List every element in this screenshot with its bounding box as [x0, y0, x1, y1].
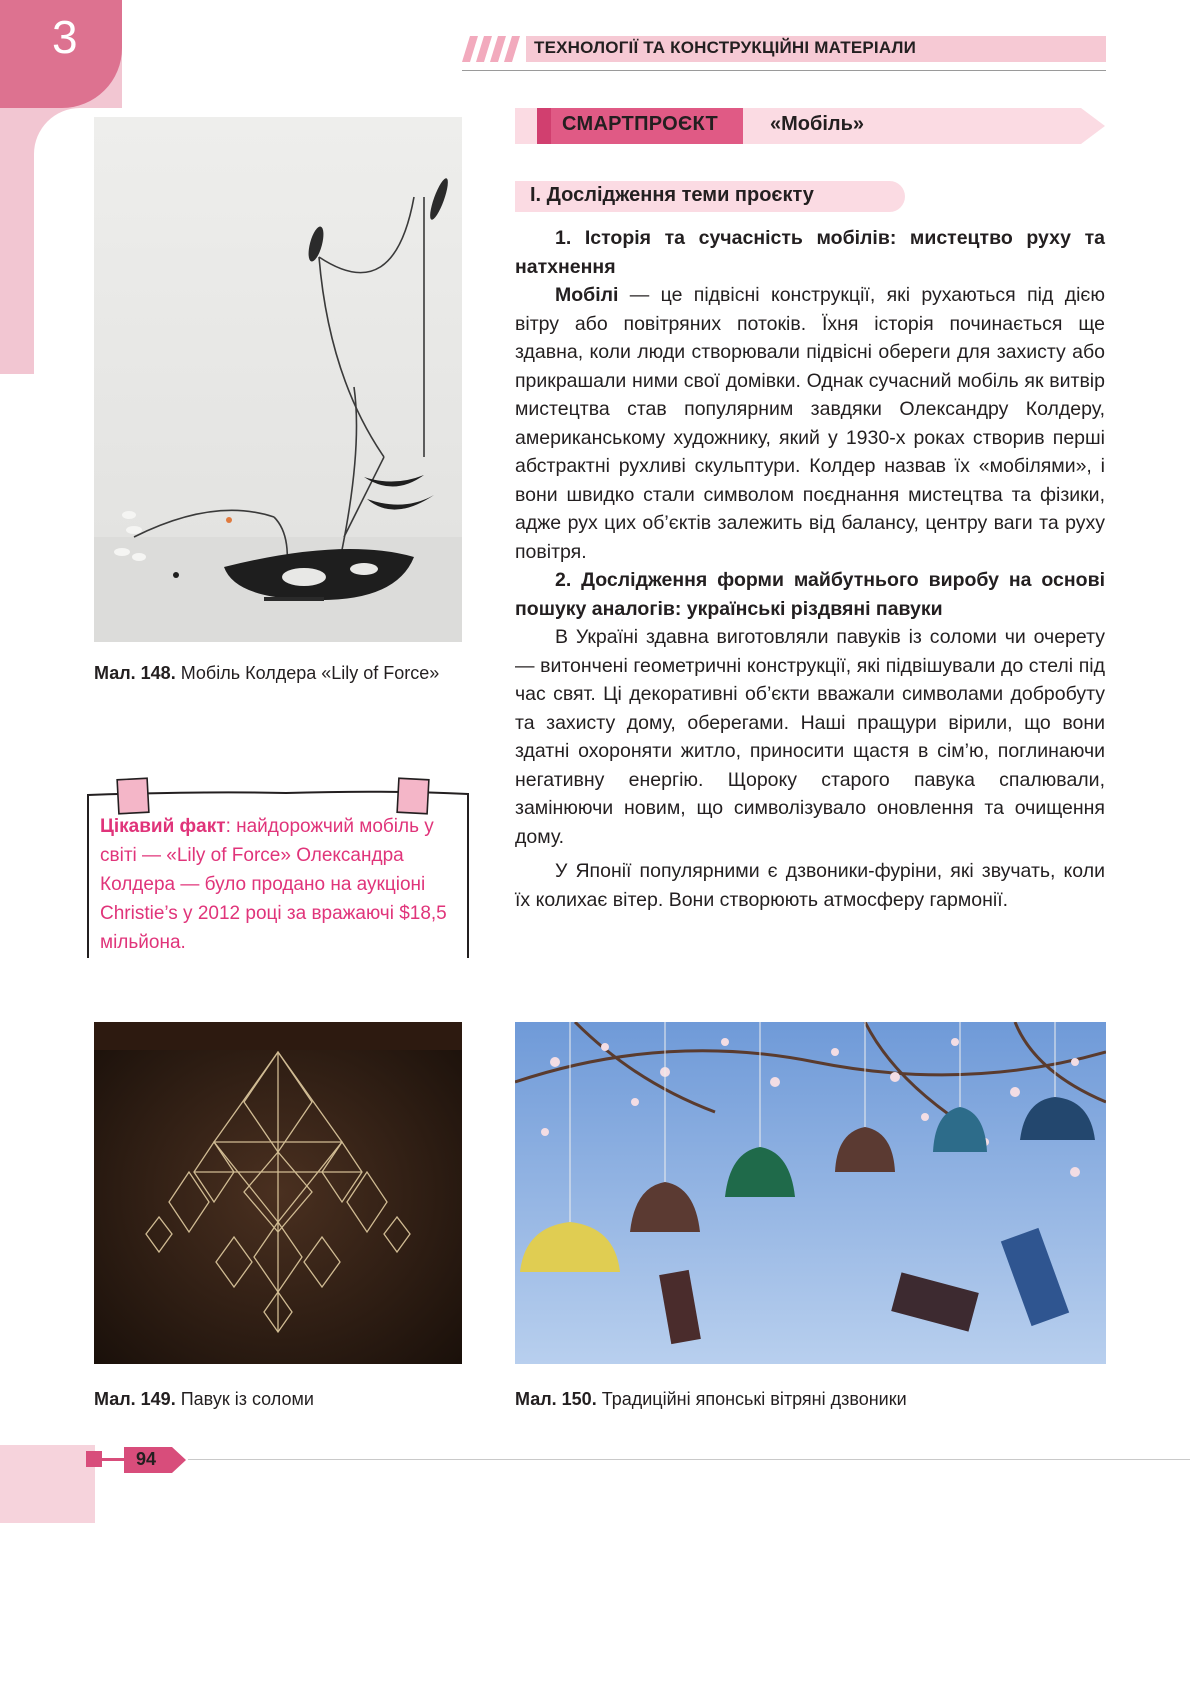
fact-text — [100, 812, 460, 957]
paragraph-spiders: В Україні здавна виготовляли павуків із соломи чи очерету — витончені геометричні конструкції, які підвішували до стелі під час свят. Ці декоративні об’єкти вважали символами добробуту та захисту дому, оберегами. Наші пращури вірили, що вони здатні охороняти житло, приносити щастя в сім’ю, поглинаючи негативну енергію. Щороку старого павука спалювали, замінюючи новим, що символізувало оновлення та очищення дому. — [515, 626, 1105, 848]
term-mobiles: Мобілі — [555, 284, 619, 306]
figure-150-text: Традиційні японські вітряні дзвоники — [601, 1389, 907, 1409]
smartproject-label: СМАРТПРОЄКТ — [562, 113, 719, 135]
paragraph-mobiles-body: — це підвісні конструкції, які рухаються під дією вітру або повітряних потоків. Їхня історія починається ще здавна, коли люди створювали підвісні обереги для захисту або прикрашали ними свої домівки. Однак сучасний мобіль як витвір мистецтва став популярним завдяки Олександру Колдеру, американському художнику, який у 1930-х роках створив перші абстрактні рухливі скульптури. Колдер назвав їх «мобілями», і вони швидко стали символом поєднання мистецтва та фізики, адже рух цих об’єктів залежить від балансу, центру ваги та руху повітря. — [515, 284, 1105, 563]
section-title: І. Дослідження теми проєкту — [530, 184, 814, 206]
smartproject-title: «Мобіль» — [770, 113, 865, 135]
header-stripes — [462, 36, 524, 62]
paragraph-mobiles — [515, 281, 1105, 566]
figure-148-text: Мобіль Колдера «Lily of Force» — [180, 663, 440, 683]
figure-148-image — [94, 117, 462, 642]
figure-149-caption — [94, 1386, 314, 1412]
figure-150-number: Мал. 150. — [515, 1389, 597, 1409]
subheading-history: 1. Історія та сучасність мобілів: мистецтво руху та натхнення — [515, 227, 1105, 278]
page-number: 94 — [136, 1449, 157, 1469]
footer-line — [102, 1458, 124, 1461]
header-rule — [462, 70, 1106, 71]
footer-rule — [188, 1459, 1190, 1460]
figure-150-caption — [515, 1386, 907, 1412]
figure-150-image — [515, 1022, 1106, 1364]
fact-label: Цікавий факт — [100, 816, 226, 837]
header-title: ТЕХНОЛОГІЇ ТА КОНСТРУКЦІЙНІ МАТЕРІАЛИ — [534, 38, 917, 57]
footer-square — [86, 1451, 102, 1467]
figure-149-text: Павук із соломи — [180, 1389, 314, 1409]
figure-149-image — [94, 1022, 462, 1364]
main-text — [515, 224, 1105, 914]
footer-block — [0, 1445, 95, 1523]
fact-body: : найдорожчий мобіль у світі — «Lily of Force» Олександра Колдера — було продано на аукціоні Christie’s у 2012 році за вражаючі $18,5 мільйона. — [100, 816, 447, 953]
paragraph-japan: У Японії популярними є дзвоники-фуріни, які звучать, коли їх колихає вітер. Вони створюють атмосферу гармонії. — [515, 860, 1105, 911]
figure-148-number: Мал. 148. — [94, 663, 176, 683]
subheading-analogs: 2. Дослідження форми майбутнього виробу на основі пошуку аналогів: українські різдвяні павуки — [515, 569, 1105, 620]
figure-148-caption — [94, 660, 462, 686]
figure-149-number: Мал. 149. — [94, 1389, 176, 1409]
chapter-number: 3 — [52, 11, 78, 63]
